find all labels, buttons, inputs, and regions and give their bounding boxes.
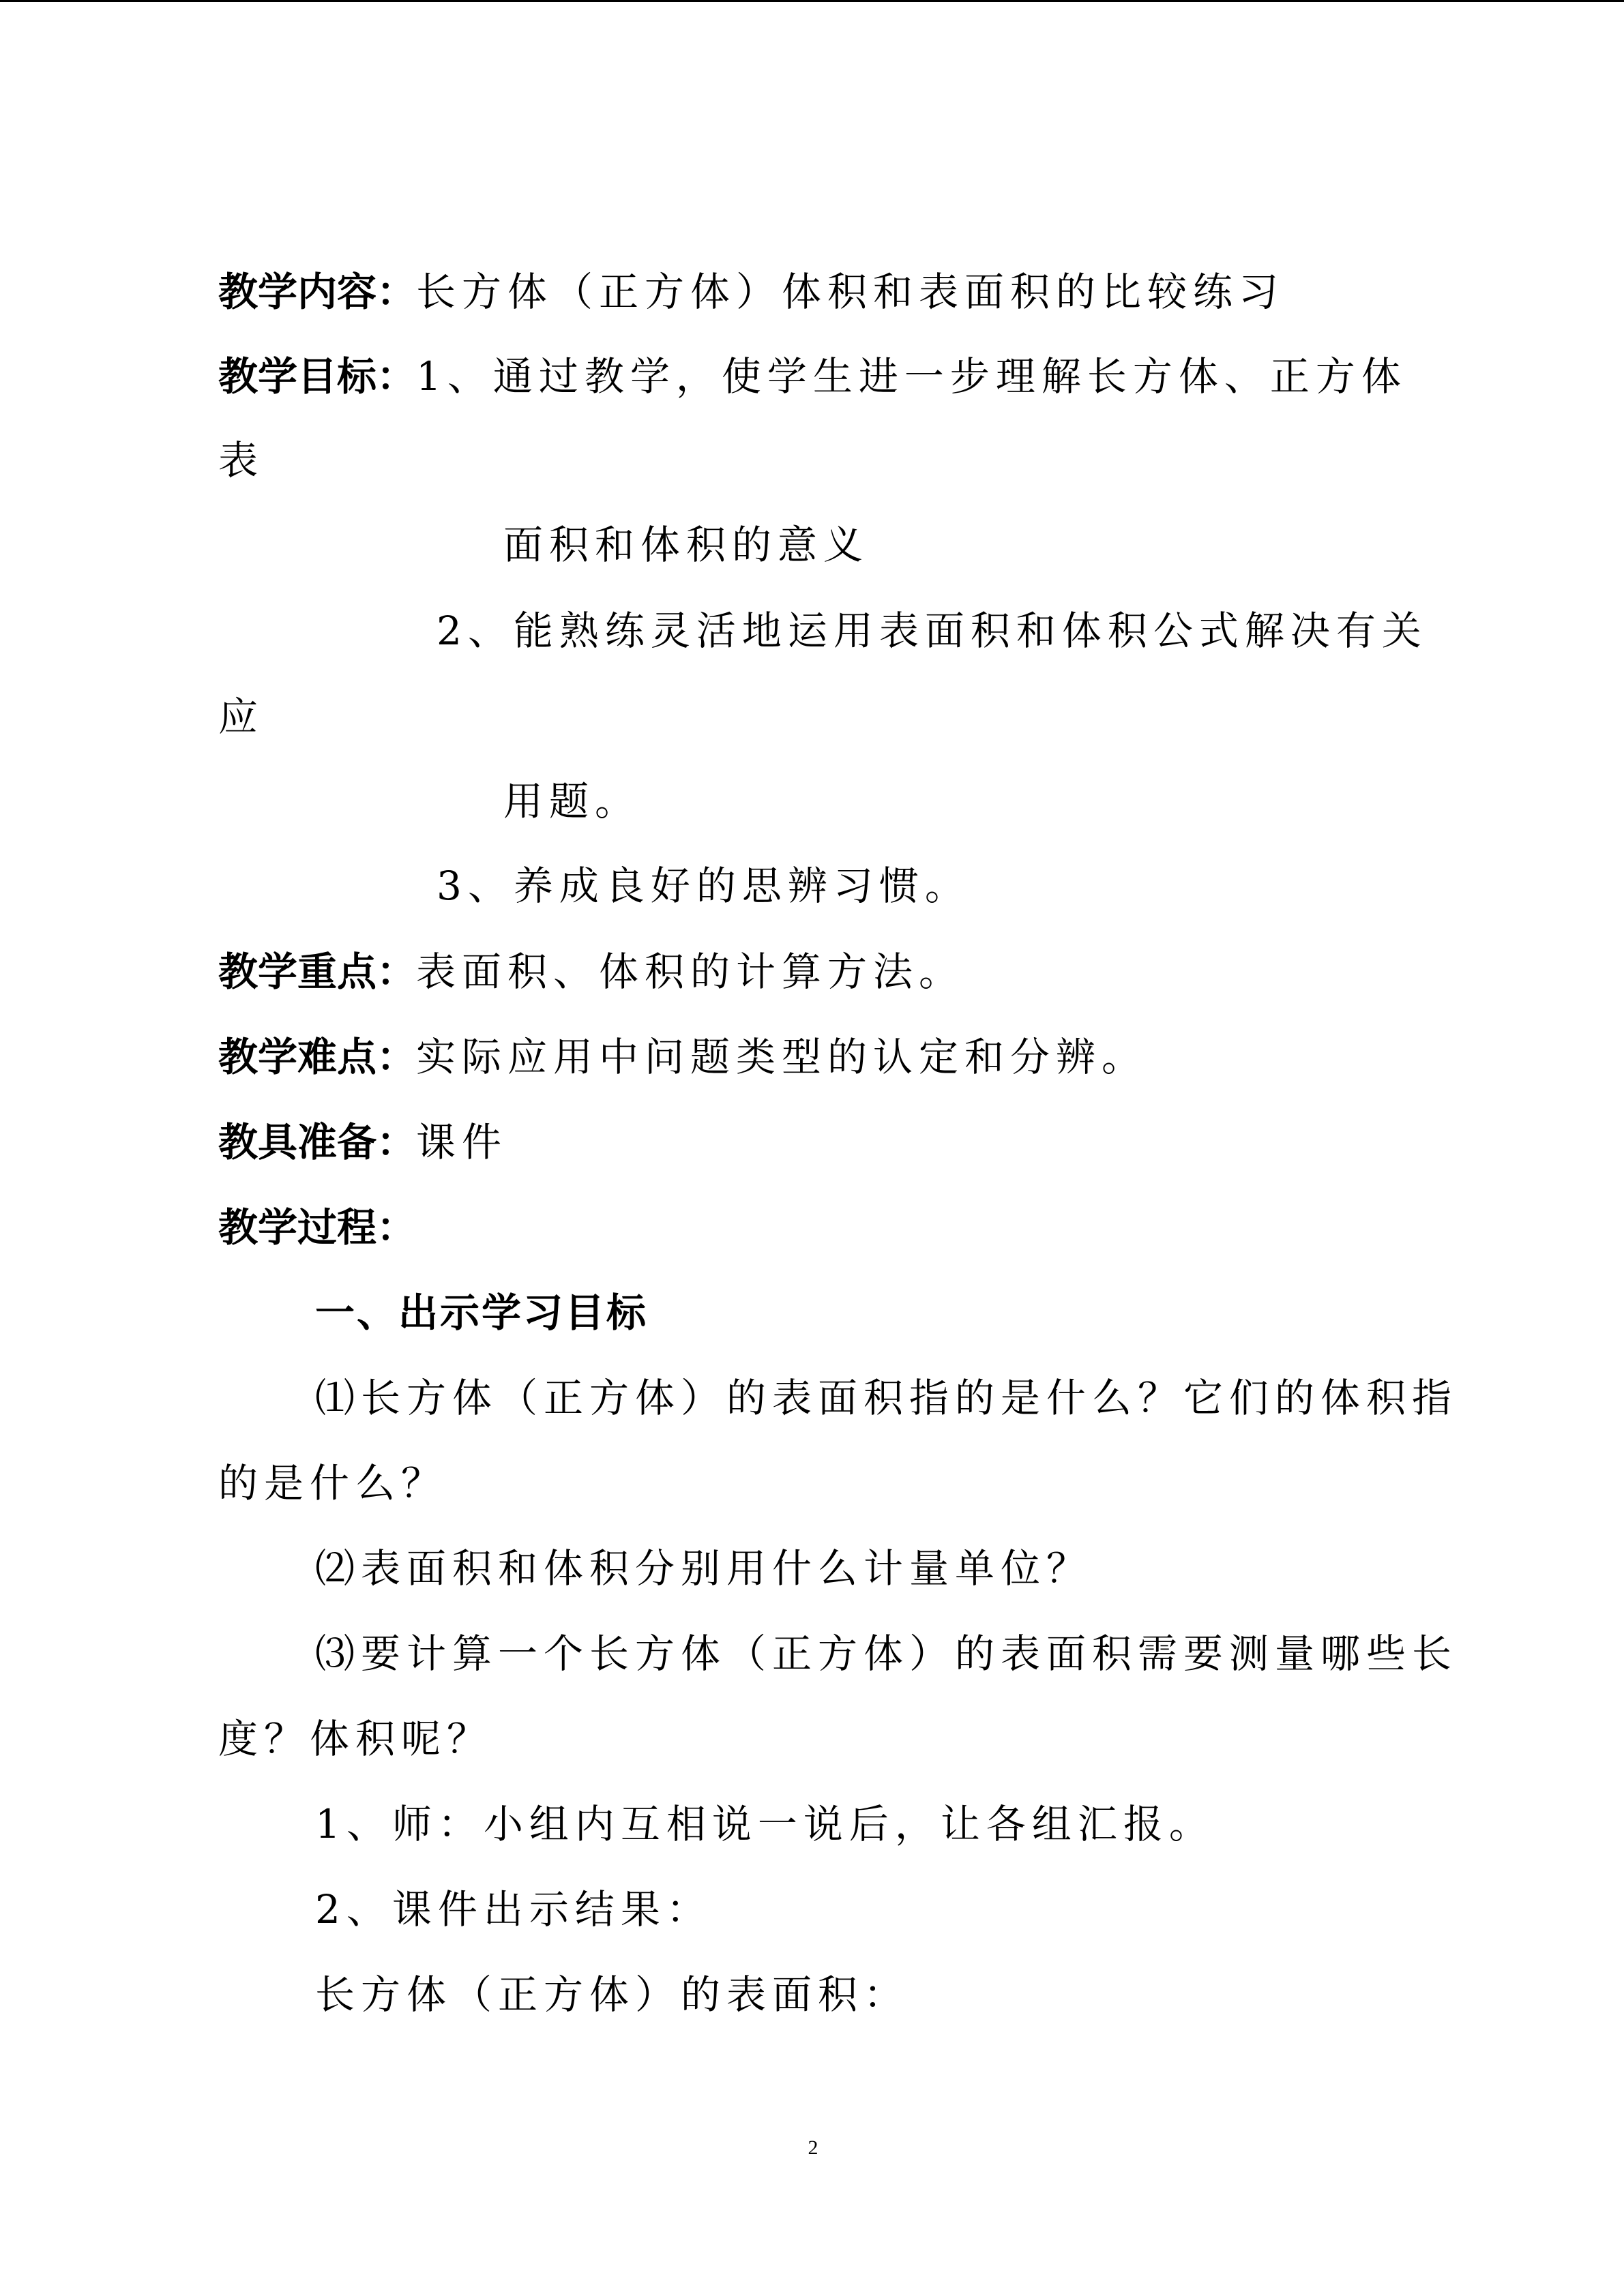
key-point-text: 表面积、体积的计算方法。 <box>416 949 965 995</box>
key-point-label: 教学重点： <box>218 949 417 995</box>
question-1-line-1: ⑴长方体（正方体）的表面积指的是什么？它们的体积指 <box>315 1375 1458 1421</box>
question-3-line-2: 度？体积呢？ <box>218 1716 493 1762</box>
teaching-content-label: 教学内容： <box>218 269 417 315</box>
teaching-objectives-line <box>218 353 1407 400</box>
key-point-line <box>218 948 964 996</box>
difficulty-label: 教学难点： <box>218 1034 417 1080</box>
question-3-line-1: ⑶要计算一个长方体（正方体）的表面积需要测量哪些长 <box>315 1630 1458 1677</box>
difficulty-line <box>218 1033 1147 1081</box>
objective-3: 3、养成良好的思辨习惯。 <box>437 863 971 909</box>
teaching-content-text: 长方体（正方体）体积和表面积的比较练习 <box>416 269 1285 315</box>
objective-1-line-2: 面积和体积的意义 <box>503 522 870 568</box>
teaching-objectives-label: 教学目标： <box>218 353 417 400</box>
surface-area-heading: 长方体（正方体）的表面积： <box>315 1971 910 2018</box>
teaching-process-label: 教学过程： <box>218 1204 417 1251</box>
teaching-tools-text: 课件 <box>416 1119 508 1165</box>
teaching-tools-label: 教具准备： <box>218 1119 417 1165</box>
objective-2-line-2: 用题。 <box>503 778 641 824</box>
objective-2-line-1: 2、能熟练灵活地运用表面积和体积公式解决有关 <box>437 608 1428 654</box>
question-1-line-2: 的是什么？ <box>218 1460 447 1506</box>
objective-2-wrap: 应 <box>218 694 265 740</box>
teaching-content-line <box>218 268 1284 316</box>
teaching-tools-line <box>218 1118 507 1166</box>
top-border-line <box>0 0 1624 2</box>
objective-1-line-1: 1、通过教学，使学生进一步理解长方体、正方体 <box>416 353 1407 400</box>
difficulty-text: 实际应用中问题类型的认定和分辨。 <box>416 1034 1148 1080</box>
step-1: 1、师：小组内互相说一说后，让各组汇报。 <box>315 1801 1215 1847</box>
question-2: ⑵表面积和体积分别用什么计量单位？ <box>315 1545 1093 1592</box>
objective-1-wrap: 表 <box>218 437 265 483</box>
page-number: 2 <box>808 2136 818 2159</box>
section-1-heading: 一、出示学习目标 <box>315 1289 649 1336</box>
step-2: 2、课件出示结果： <box>315 1886 712 1933</box>
